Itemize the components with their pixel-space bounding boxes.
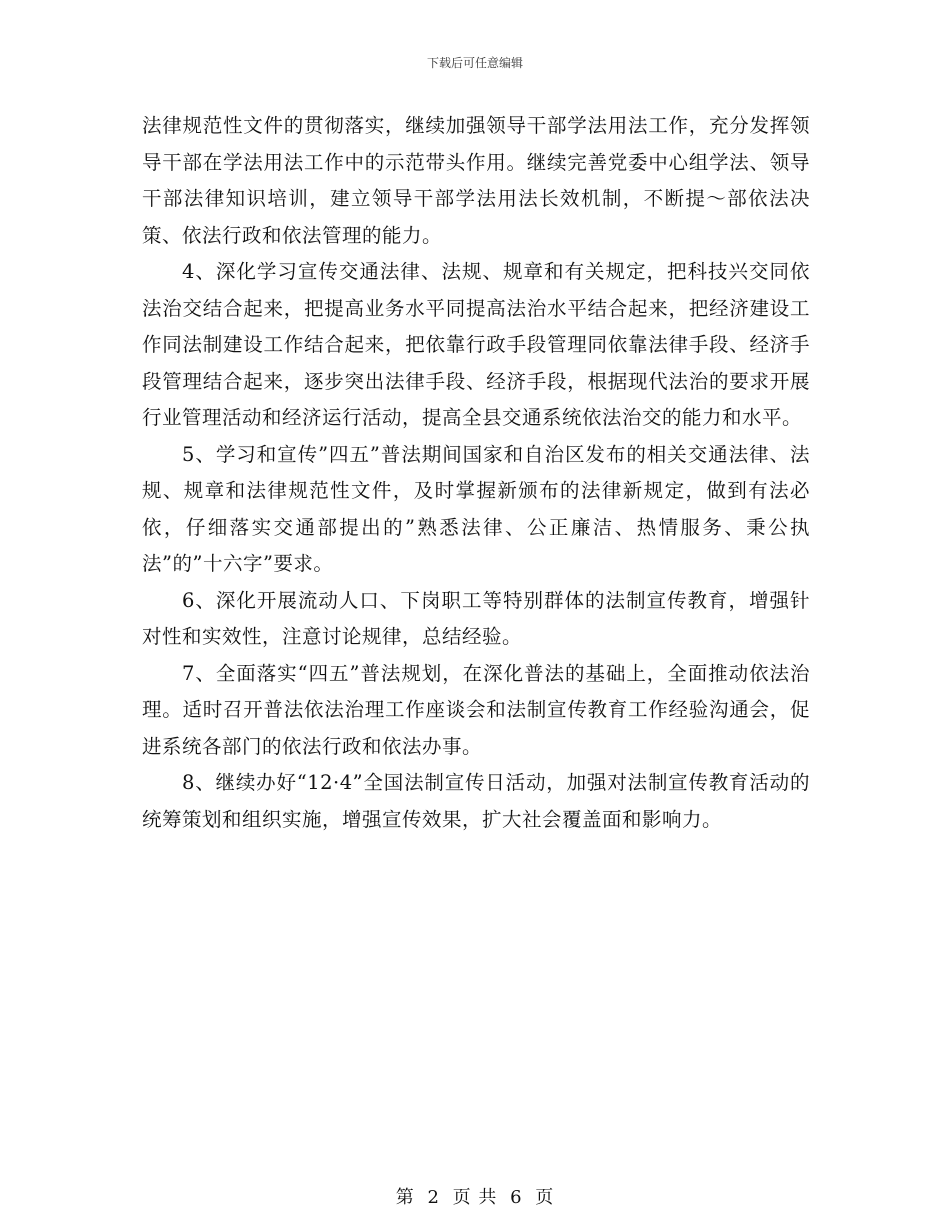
paragraph-item-5: 5、学习和宣传”四五”普法期间国家和自治区发布的相关交通法律、法规、规章和法律规范性文件，及时掌握新颁布的法律新规定，做到有法必依，仔细落实交通部提出的”熟悉法律、公正廉洁、热情服务、秉公执法”的”十六字”要求。 <box>142 442 810 575</box>
paragraph-item-8: 8、继续办好“12·4”全国法制宣传日活动，加强对法制宣传教育活动的统筹策划和组织实施，增强宣传效果，扩大社会覆盖面和影响力。 <box>142 771 810 831</box>
footer-current-page: 2 <box>427 1187 440 1208</box>
header-note: 下载后可任意编辑 <box>426 56 523 70</box>
paragraph-item-6: 6、深化开展流动人口、下岗职工等特别群体的法制宣传教育，增强针对性和实效性，注意讨论规律，总结经验。 <box>142 588 810 648</box>
paragraph-item-4: 4、深化学习宣传交通法律、法规、规章和有关规定，把科技兴交同依法治交结合起来，把提高业务水平同提高法治水平结合起来，把经济建设工作同法制建设工作结合起来，把依靠行政手段管理同依靠法律手段、经济手段管理结合起来，逐步突出法律手段、经济手段，根据现代法治的要求开展行业管理活动和经济运行活动，提高全县交通系统依法治交的能力和水平。 <box>142 260 810 429</box>
footer-suffix: 页 <box>535 1187 555 1208</box>
paragraph-item-7: 7、全面落实“四五”普法规划，在深化普法的基础上，全面推动依法治理。适时召开普法依法治理工作座谈会和法制宣传教育工作经验沟通会，促进系统各部门的依法行政和依法办事。 <box>142 661 810 758</box>
footer-prefix: 第 <box>395 1187 415 1208</box>
document-body <box>142 108 810 838</box>
page-number-footer <box>0 1183 950 1209</box>
footer-middle: 页 共 <box>452 1187 498 1208</box>
paragraph-continuation: 法律规范性文件的贯彻落实，继续加强领导干部学法用法工作，充分发挥领导干部在学法用法工作中的示范带头作用。继续完善党委中心组学法、领导干部法律知识培训，建立领导干部学法用法长效机制，不断提～部依法决策、依法行政和依法管理的能力。 <box>142 114 810 247</box>
footer-total-pages: 6 <box>510 1187 523 1208</box>
